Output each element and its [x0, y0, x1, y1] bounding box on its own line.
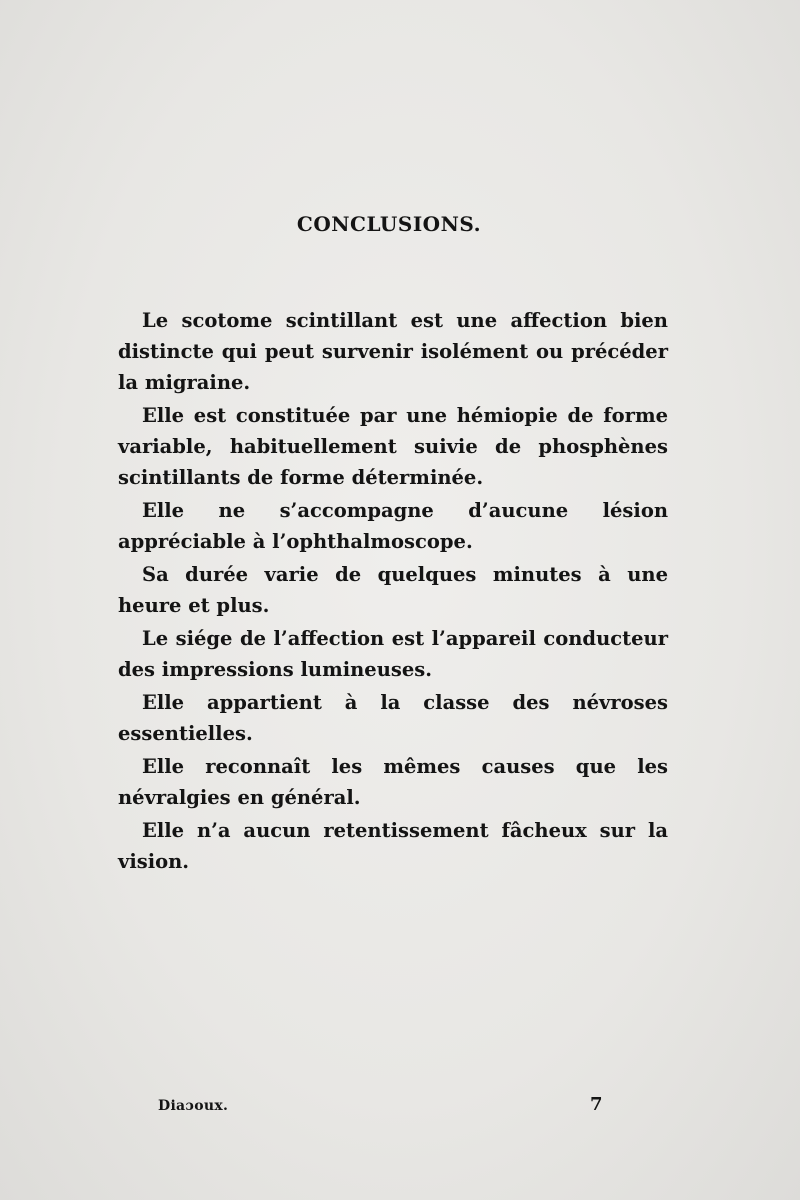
conclusion-paragraph-2: Elle est constituée par une hémiopie de forme variable, habituellement suivie de phosphènes scintillants de forme déterminée. [118, 404, 668, 489]
conclusion-paragraph-6: Elle appartient à la classe des névroses essentielles. [118, 691, 668, 745]
conclusion-paragraph-5: Le siége de l’affection est l’appareil conducteur des impressions lumineuses. [118, 627, 668, 681]
conclusion-paragraph-3: Elle ne s’accompagne d’aucune lésion appréciable à l’ophthalmoscope. [118, 499, 668, 553]
conclusion-paragraph-7: Elle reconnaît les mêmes causes que les névralgies en général. [118, 755, 668, 809]
conclusions-body [118, 305, 668, 877]
footer-author: Diaɔoux. [158, 1098, 229, 1114]
conclusion-paragraph-8: Elle n’a aucun retentissement fâcheux sur la vision. [118, 819, 668, 873]
page-number: 7 [590, 1094, 603, 1115]
page-heading: CONCLUSIONS. [296, 212, 482, 236]
conclusion-paragraph-1: Le scotome scintillant est une affection bien distincte qui peut survenir isolément ou précéder la migraine. [118, 309, 668, 394]
conclusion-paragraph-4: Sa durée varie de quelques minutes à une heure et plus. [118, 563, 668, 617]
